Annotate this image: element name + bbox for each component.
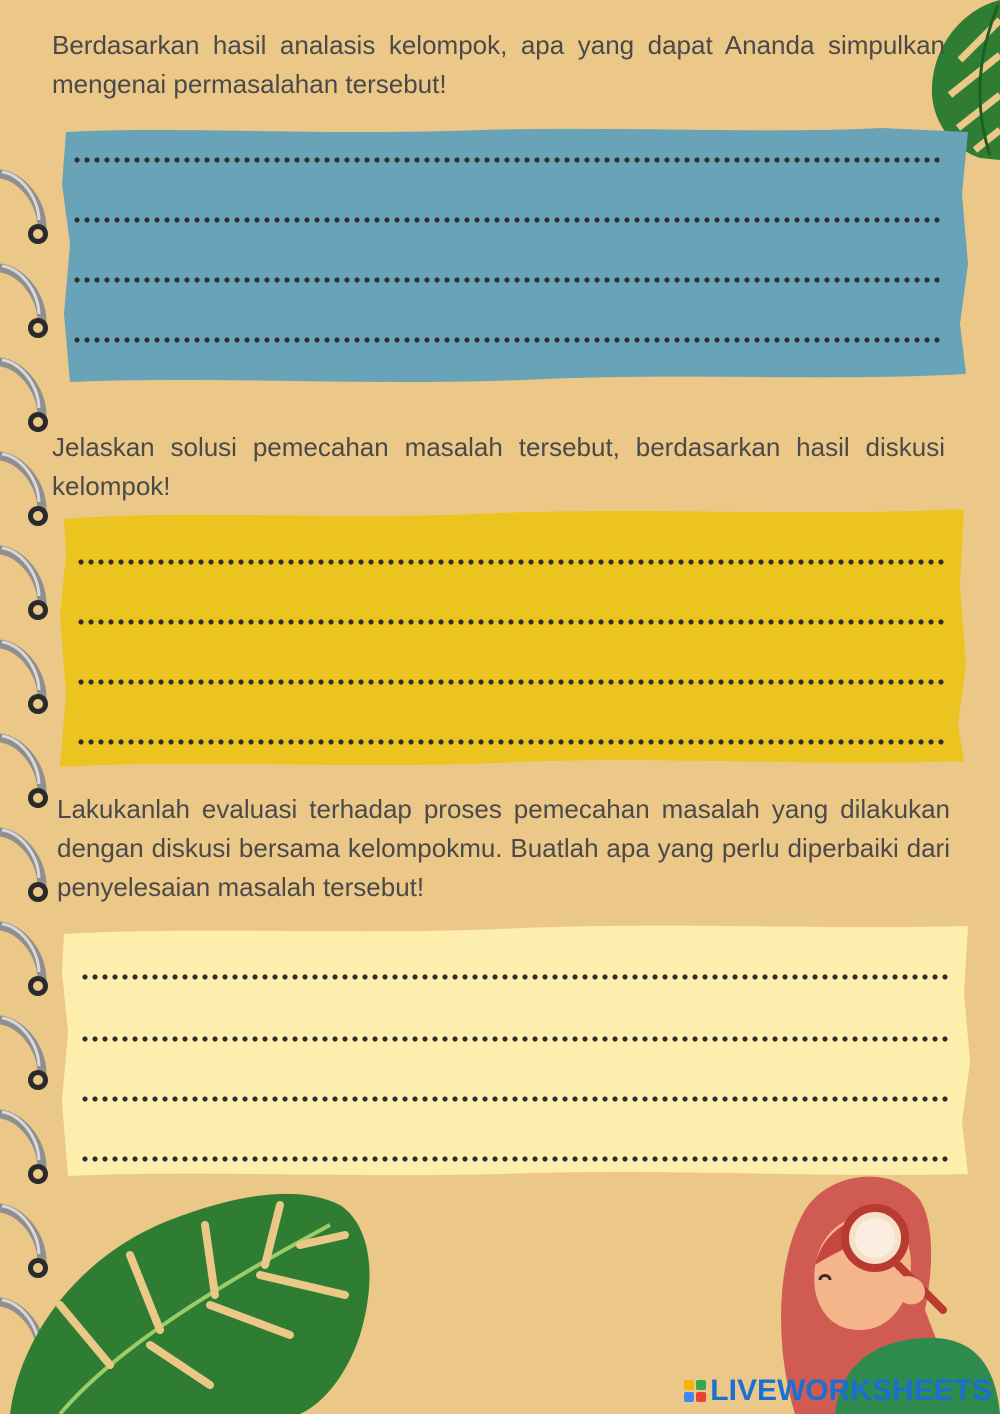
answer-3-line-4[interactable] [62, 1133, 972, 1173]
spiral-ring [0, 548, 48, 620]
spiral-ring [0, 360, 48, 432]
answer-2-line-1[interactable] [58, 536, 968, 576]
monstera-leaf-icon [0, 1185, 380, 1414]
answer-lines-1 [62, 124, 970, 386]
answer-box-3 [62, 922, 972, 1178]
answer-1-line-2[interactable] [62, 194, 970, 234]
spiral-ring [0, 830, 48, 902]
brand-text: LIVEWORKSHEETS [710, 1374, 992, 1407]
answer-1-line-4[interactable] [62, 314, 970, 354]
answer-3-line-2[interactable] [62, 1013, 972, 1053]
answer-2-line-3[interactable] [58, 656, 968, 696]
spiral-ring [0, 736, 48, 808]
answer-lines-2 [58, 505, 968, 770]
liveworksheets-brand [684, 1374, 992, 1408]
question-2-prompt: Jelaskan solusi pemecahan masalah tersebut, berdasarkan hasil diskusi kelompok! [52, 432, 945, 501]
answer-2-line-2[interactable] [58, 596, 968, 636]
spiral-ring [0, 924, 48, 996]
answer-2-line-4[interactable] [58, 716, 968, 756]
spiral-ring [0, 1112, 48, 1184]
answer-lines-3 [62, 922, 972, 1178]
answer-1-line-1[interactable] [62, 134, 970, 174]
answer-box-1 [62, 124, 970, 386]
answer-3-line-3[interactable] [62, 1073, 972, 1113]
spiral-ring [0, 172, 48, 244]
spiral-ring [0, 266, 48, 338]
question-1-prompt: Berdasarkan hasil analasis kelompok, apa yang dapat Ananda simpulkan mengenai permasalahan tersebut! [52, 30, 945, 99]
spiral-ring [0, 1018, 48, 1090]
answer-1-line-3[interactable] [62, 254, 970, 294]
question-3-prompt: Lakukanlah evaluasi terhadap proses pemecahan masalah yang dilakukan dengan diskusi bersama kelompokmu. Buatlah apa yang perlu diperbaiki dari penyelesaian masalah tersebut! [57, 794, 950, 902]
spiral-ring [0, 642, 48, 714]
answer-box-2 [58, 505, 968, 770]
liveworksheets-logo-icon [684, 1380, 706, 1402]
spiral-ring [0, 454, 48, 526]
answer-3-line-1[interactable] [62, 951, 972, 991]
